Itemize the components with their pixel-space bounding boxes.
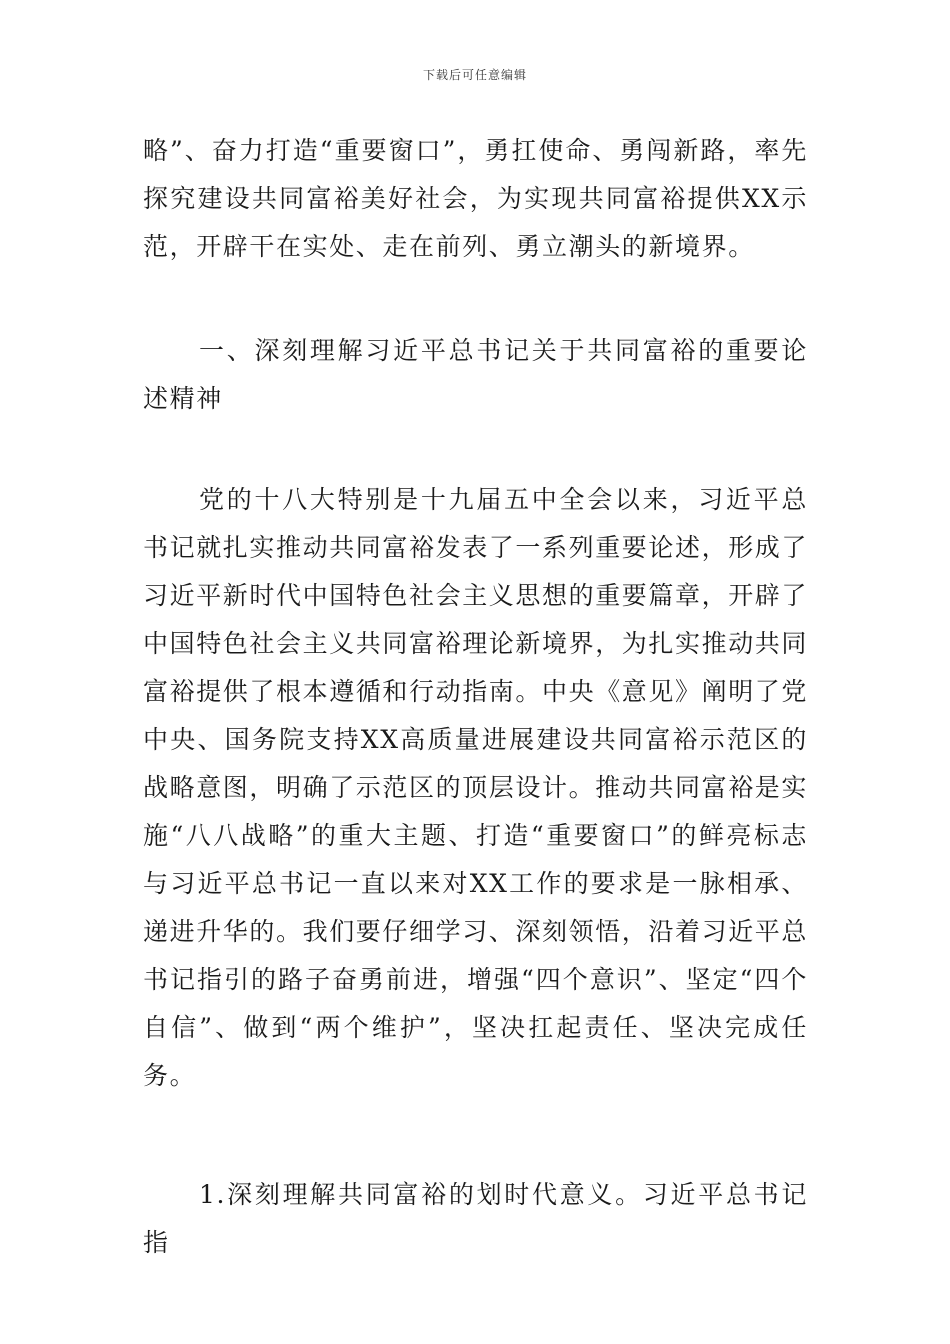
page-header-note: 下载后可任意编辑	[422, 68, 527, 82]
paragraph-subsection-one: 1.深刻理解共同富裕的划时代意义。习近平总书记指	[143, 1180, 808, 1257]
paragraph-body: 党的十八大特别是十九届五中全会以来，习近平总书记就扎实推动共同富裕发表了一系列重要论述，形成了习近平新时代中国特色社会主义思想的重要篇章，开辟了中国特色社会主义共同富裕理论新境界，为扎实推动共同富裕提供了根本遵循和行动指南。中央《意见》阐明了党中央、国务院支持XX高质量进展建设共同富裕示范区的战略意图，明确了示范区的顶层设计。推动共同富裕是实施“八八战略”的重大主题、打造“重要窗口”的鲜亮标志与习近平总书记一直以来对XX工作的要求是一脉相承、递进升华的。我们要仔细学习、深刻领悟，沿着习近平总书记指引的路子奋勇前进，增强“四个意识”、坚定“四个自信”、做到“两个维护”，坚决扛起责任、坚决完成任务。	[143, 485, 809, 1090]
paragraph-intro-continuation: 略”、奋力打造“重要窗口”，勇扛使命、勇闯新路，率先探究建设共同富裕美好社会，为实现共同富裕提供XX示范，开辟干在实处、走在前列、勇立潮头的新境界。	[143, 136, 808, 261]
section-heading-one: 一、深刻理解习近平总书记关于共同富裕的重要论述精神	[143, 336, 808, 413]
